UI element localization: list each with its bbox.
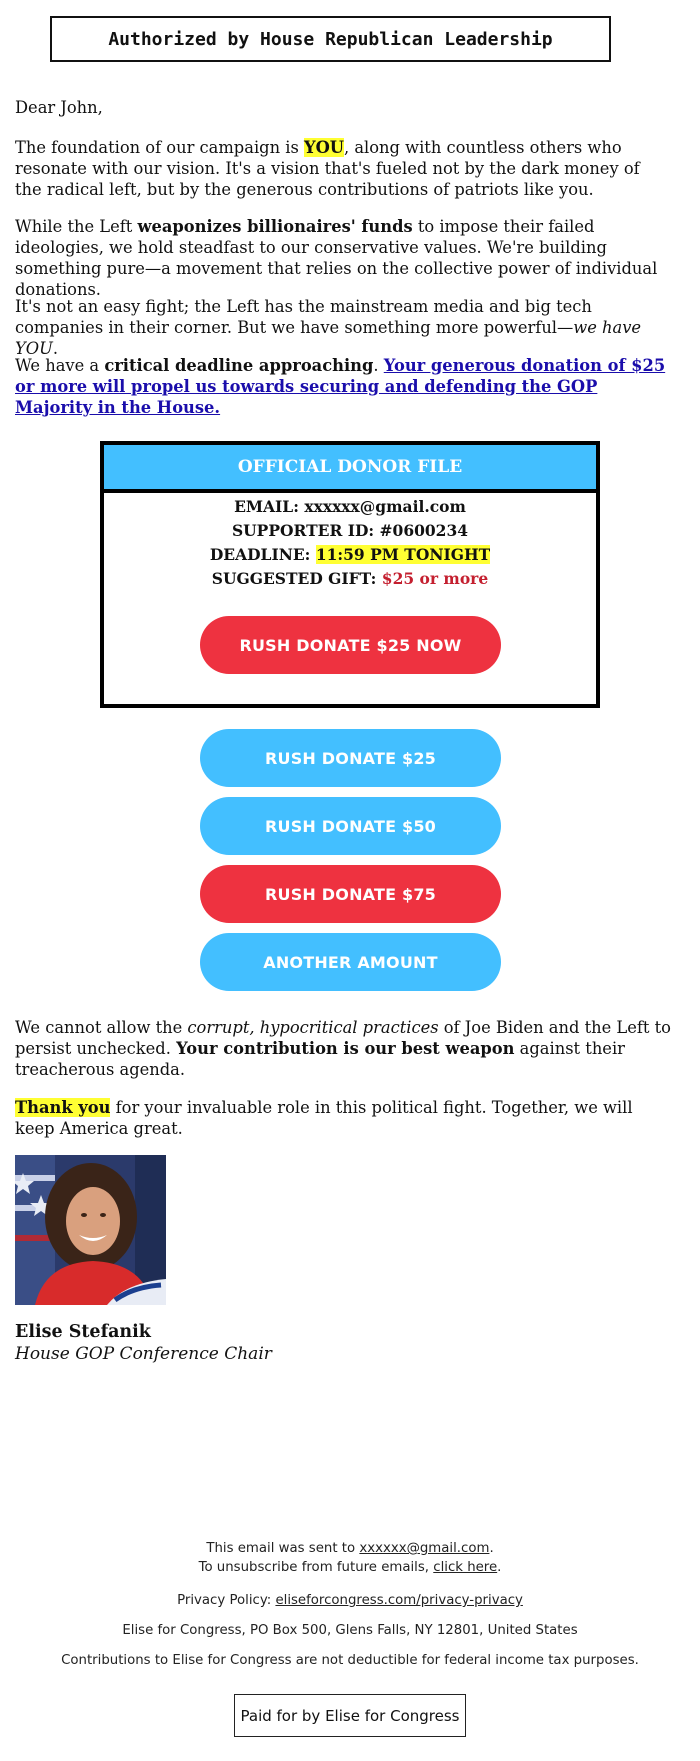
paragraph-2 xyxy=(15,216,675,300)
rush-donate-25-now-button[interactable]: RUSH DONATE $25 NOW xyxy=(200,616,501,674)
privacy-label: Privacy Policy: xyxy=(177,1593,276,1608)
sent-end: . xyxy=(489,1541,494,1556)
candidate-photo xyxy=(15,1155,166,1305)
donor-file-title: OFFICIAL DONOR FILE xyxy=(104,445,596,493)
footer-address: Elise for Congress, PO Box 500, Glens Falls, NY 12801, United States xyxy=(122,1623,578,1638)
deadline-label: DEADLINE: xyxy=(209,545,311,564)
footer-disclaimer: Contributions to Elise for Congress are not deductible for federal income tax purposes. xyxy=(61,1653,639,1668)
donor-gift-row xyxy=(104,567,596,591)
paragraph-3 xyxy=(15,296,675,359)
another-amount-button[interactable]: ANOTHER AMOUNT xyxy=(200,933,501,991)
p5-italic: corrupt, hypocritical practices xyxy=(187,1018,439,1037)
paragraph-6 xyxy=(15,1097,675,1139)
privacy-policy-link[interactable]: eliseforcongress.com/privacy-privacy xyxy=(275,1593,523,1608)
paid-for-box xyxy=(234,1694,466,1737)
gift-value: $25 or more xyxy=(381,569,489,588)
authorization-text: Authorized by House Republican Leadership xyxy=(108,28,553,50)
paid-for-text: Paid for by Elise for Congress xyxy=(240,1706,460,1725)
paragraph-1 xyxy=(15,137,670,200)
authorization-banner xyxy=(50,16,611,62)
donor-supporter-row xyxy=(104,519,596,543)
p5-mid: of Joe Biden and the Left to persist unchecked. xyxy=(15,1018,671,1058)
p2-bold: weaponizes billionaires' funds xyxy=(137,217,413,236)
footer-sent-line xyxy=(0,1541,700,1556)
footer-privacy-line xyxy=(0,1593,700,1608)
p1-text: The foundation of our campaign is xyxy=(15,138,304,157)
donor-deadline-row xyxy=(104,543,596,567)
sent-text: This email was sent to xyxy=(206,1541,360,1556)
donate-50-button[interactable]: RUSH DONATE $50 xyxy=(200,797,501,855)
email-value: xxxxxx@gmail.com xyxy=(304,497,466,516)
deadline-value: 11:59 PM TONIGHT xyxy=(315,545,491,564)
donate-75-button[interactable]: RUSH DONATE $75 xyxy=(200,865,501,923)
donation-link[interactable]: Your generous donation of $25 or more will propel us towards securing and defending the GOP Majority in the House. xyxy=(15,356,666,417)
p3-italic: we have YOU xyxy=(15,318,642,358)
p4-text: We have a xyxy=(15,356,105,375)
p2-text-end: to impose their failed ideologies, we hold steadfast to our conservative values. We're building something pure—a movement that relies on the collective power of individual donations. xyxy=(15,217,658,299)
supporter-label: SUPPORTER ID: xyxy=(231,521,375,540)
official-donor-file xyxy=(100,441,600,708)
p3-text-end: . xyxy=(52,339,59,358)
p5-text: We cannot allow the xyxy=(15,1018,188,1037)
footer-unsubscribe-line xyxy=(0,1560,700,1575)
p6-text: for your invaluable role in this political fight. Together, we will keep America great. xyxy=(15,1098,633,1138)
signature-title: House GOP Conference Chair xyxy=(15,1344,272,1364)
gift-label: SUGGESTED GIFT: xyxy=(211,569,377,588)
signature-name: Elise Stefanik xyxy=(15,1322,151,1342)
candidate-photo-image xyxy=(15,1155,166,1305)
donate-25-button[interactable]: RUSH DONATE $25 xyxy=(200,729,501,787)
unsub-end: . xyxy=(497,1560,502,1575)
p2-text: While the Left xyxy=(15,217,138,236)
recipient-email-link[interactable]: xxxxxx@gmail.com xyxy=(359,1541,490,1556)
you-highlight: YOU xyxy=(303,138,344,157)
p3-text: It's not an easy fight; the Left has the mainstream media and big tech companies in their corner. But we have something more powerful— xyxy=(15,297,592,337)
p1-text-end: , along with countless others who resonate with our vision. It's a vision that's fueled not by the dark money of the radical left, but by the generous contributions of patriots like you. xyxy=(15,138,640,199)
paragraph-4 xyxy=(15,355,675,418)
thank-you-highlight: Thank you xyxy=(15,1098,111,1117)
p4-mid: . xyxy=(373,356,384,375)
unsub-text: To unsubscribe from future emails, xyxy=(198,1560,434,1575)
supporter-id: #0600234 xyxy=(379,521,469,540)
unsubscribe-link[interactable]: click here xyxy=(433,1560,498,1575)
paragraph-5 xyxy=(15,1017,675,1080)
email-label: EMAIL: xyxy=(234,497,299,516)
donor-email-row xyxy=(104,495,596,519)
p5-bold: Your contribution is our best weapon xyxy=(176,1039,515,1058)
greeting: Dear John, xyxy=(15,98,103,117)
p5-text-end: against their treacherous agenda. xyxy=(15,1039,625,1079)
p4-bold: critical deadline approaching xyxy=(104,356,374,375)
